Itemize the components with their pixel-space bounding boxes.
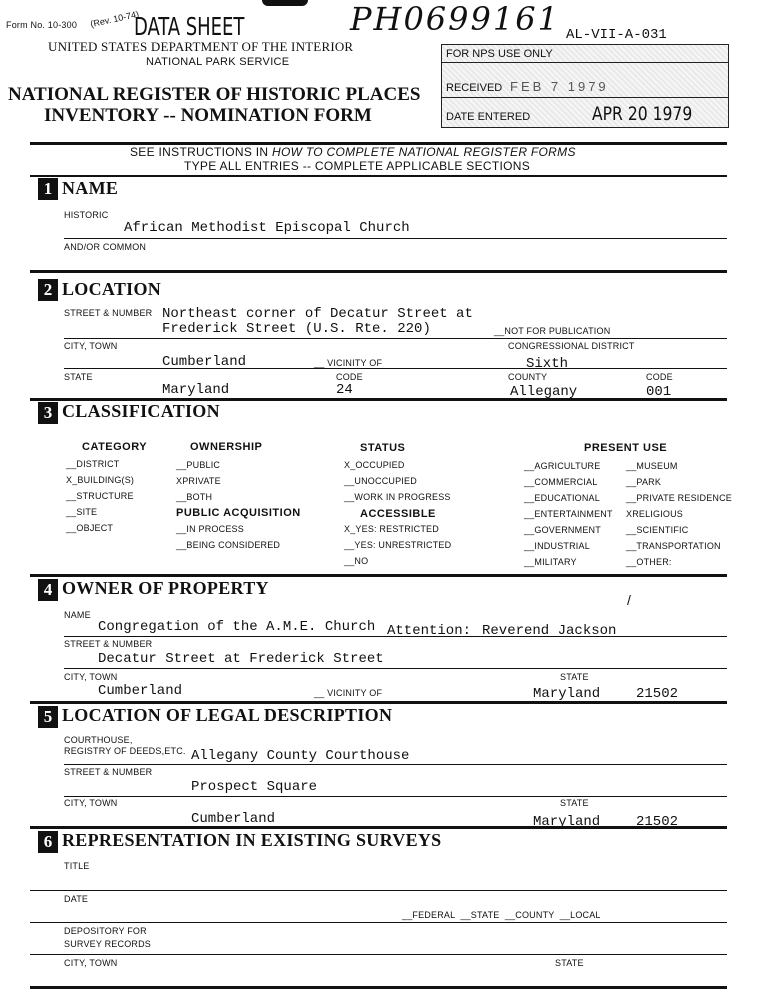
reference-code: AL-VII-A-031	[566, 27, 667, 43]
section-3-title: CLASSIFICATION	[62, 401, 220, 421]
use-entertainment: __ENTERTAINMENT	[524, 509, 613, 519]
form-title-line1: NATIONAL REGISTER OF HISTORIC PLACES	[8, 84, 421, 105]
accessible-header: ACCESSIBLE	[360, 508, 436, 520]
public-acquisition-header: PUBLIC ACQUISITION	[176, 507, 301, 519]
legal-state-label: STATE	[560, 798, 589, 808]
status-work-in-progress: __WORK IN PROGRESS	[344, 492, 451, 502]
street-value-line2: Frederick Street (U.S. Rte. 220)	[162, 321, 431, 337]
owner-city-value: Cumberland	[98, 683, 183, 699]
legal-street-value: Prospect Square	[191, 779, 318, 795]
congressional-label: CONGRESSIONAL DISTRICT	[508, 341, 635, 351]
state-label: STATE	[64, 372, 93, 382]
legal-state-value: Maryland	[533, 814, 601, 830]
owner-state-label: STATE	[560, 672, 589, 682]
courthouse-label-2: REGISTRY OF DEEDS,ETC.	[64, 746, 186, 756]
survey-title-rule	[30, 890, 727, 891]
street-value-line1: Northeast corner of Decatur Street at	[162, 306, 473, 322]
instructions-line2: TYPE ALL ENTRIES -- COMPLETE APPLICABLE SECTIONS	[184, 159, 531, 173]
courthouse-rule	[64, 764, 727, 765]
agency-name: UNITED STATES DEPARTMENT OF THE INTERIOR	[48, 39, 354, 54]
legal-city-value: Cumberland	[191, 811, 276, 827]
date-entered-stamp: APR 20 1979	[592, 103, 693, 125]
section-6-end-rule	[30, 986, 727, 989]
state-value: Maryland	[162, 382, 230, 398]
owner-name-value: Congregation of the A.M.E. Church	[98, 619, 376, 635]
received-label: RECEIVED	[446, 82, 503, 94]
category-buildings: X_BUILDING(S)	[66, 475, 135, 485]
use-agriculture: __AGRICULTURE	[524, 461, 601, 471]
legal-zip-value: 21502	[636, 814, 679, 830]
section-1-title: NAME	[62, 178, 119, 198]
handwritten-id: PH0699161	[350, 0, 560, 38]
use-other: __OTHER:	[626, 557, 672, 567]
section-3-end-rule	[30, 574, 727, 577]
section-4-title: OWNER OF PROPERTY	[62, 578, 269, 598]
county-code-value: 001	[646, 384, 672, 400]
section-2-number: 2	[38, 279, 58, 301]
code2-label: CODE	[646, 372, 673, 382]
status-header: STATUS	[360, 442, 406, 454]
section-5-end-rule	[30, 826, 727, 829]
use-scientific: __SCIENTIFIC	[626, 525, 689, 535]
not-for-publication: __NOT FOR PUBLICATION	[494, 326, 611, 336]
ownership-both: __BOTH	[176, 492, 213, 502]
survey-title-label: TITLE	[64, 861, 90, 871]
accessible-unrestricted: __YES: UNRESTRICTED	[344, 540, 452, 550]
depository-label-2: SURVEY RECORDS	[64, 939, 151, 949]
owner-vicinity-label: __ VICINITY OF	[314, 688, 383, 698]
common-label: AND/OR COMMON	[64, 242, 147, 252]
section-3-number: 3	[38, 402, 58, 424]
owner-state-value: Maryland	[533, 686, 601, 702]
section-2-title: LOCATION	[62, 279, 162, 299]
survey-date-rule	[30, 922, 727, 923]
section-5-title: LOCATION OF LEGAL DESCRIPTION	[62, 705, 393, 725]
vicinity-label: __ VICINITY OF	[314, 358, 383, 368]
nps-use-label: FOR NPS USE ONLY	[446, 48, 553, 60]
section-6-title: REPRESENTATION IN EXISTING SURVEYS	[62, 830, 442, 850]
use-commercial: __COMMERCIAL	[524, 477, 598, 487]
date-entered-label: DATE ENTERED	[446, 111, 531, 123]
city-value: Cumberland	[162, 354, 247, 370]
city-label: CITY, TOWN	[64, 341, 118, 351]
courthouse-label-1: COURTHOUSE,	[64, 735, 133, 745]
ownership-public: __PUBLIC	[176, 460, 221, 470]
data-sheet-stamp: DATA SHEET	[134, 12, 245, 41]
city-rule	[64, 368, 727, 369]
section-1-number: 1	[38, 178, 58, 200]
county-label: COUNTY	[508, 372, 548, 382]
accessible-no: __NO	[344, 556, 369, 566]
acquisition-in-process: __IN PROCESS	[176, 524, 244, 534]
section-4-end-rule	[30, 701, 727, 704]
historic-label: HISTORIC	[64, 210, 109, 220]
top-edge-mark	[262, 0, 308, 6]
use-religious: XRELIGIOUS	[626, 509, 684, 519]
use-industrial: __INDUSTRIAL	[524, 541, 590, 551]
use-museum: __MUSEUM	[626, 461, 678, 471]
depository-label-1: DEPOSITORY FOR	[64, 926, 147, 936]
legal-city-label: CITY, TOWN	[64, 798, 118, 808]
service-name: NATIONAL PARK SERVICE	[146, 56, 290, 68]
acquisition-being-considered: __BEING CONSIDERED	[176, 540, 281, 550]
attention-label: Attention:	[387, 623, 472, 639]
use-private-residence: __PRIVATE RESIDENCE	[626, 493, 732, 503]
category-district: __DISTRICT	[66, 459, 120, 469]
owner-name-rule	[64, 636, 727, 637]
form-revision: (Rev. 10-74)	[89, 8, 140, 30]
instructions-line1	[130, 145, 576, 159]
depository-rule	[30, 954, 727, 955]
section-1-end-rule	[30, 270, 727, 273]
legal-street-rule	[64, 796, 727, 797]
street-rule	[64, 338, 727, 339]
use-park: __PARK	[626, 477, 662, 487]
instructions-rule	[30, 175, 727, 177]
category-header: CATEGORY	[82, 441, 148, 453]
owner-zip-value: 21502	[636, 686, 679, 702]
use-government: __GOVERNMENT	[524, 525, 601, 535]
owner-street-value: Decatur Street at Frederick Street	[98, 651, 384, 667]
owner-street-rule	[64, 668, 727, 669]
section-6-number: 6	[38, 831, 58, 853]
status-unoccupied: __UNOCCUPIED	[344, 476, 417, 486]
accessible-restricted: X_YES: RESTRICTED	[344, 524, 439, 534]
county-value: Allegany	[510, 384, 578, 400]
section-4-number: 4	[38, 579, 58, 601]
status-occupied: X_OCCUPIED	[344, 460, 405, 470]
use-educational: __EDUCATIONAL	[524, 493, 600, 503]
owner-street-label: STREET & NUMBER	[64, 639, 153, 649]
form-title-line2: INVENTORY -- NOMINATION FORM	[44, 105, 372, 126]
survey-state-label: STATE	[555, 958, 584, 968]
code-label: CODE	[336, 372, 363, 382]
courthouse-value: Allegany County Courthouse	[191, 748, 410, 764]
form-number: Form No. 10-300	[6, 20, 78, 30]
category-structure: __STRUCTURE	[66, 491, 134, 501]
survey-city-label: CITY, TOWN	[64, 958, 118, 968]
owner-name-label: NAME	[64, 610, 91, 620]
survey-levels: __FEDERAL __STATE __COUNTY __LOCAL	[402, 910, 601, 920]
instructions-text: SEE INSTRUCTIONS IN	[130, 145, 273, 159]
historic-rule	[64, 238, 727, 239]
section-5-number: 5	[38, 706, 58, 728]
ownership-private: XPRIVATE	[176, 476, 221, 486]
legal-street-label: STREET & NUMBER	[64, 767, 153, 777]
owner-city-label: CITY, TOWN	[64, 672, 118, 682]
received-stamp: FEB 7 1979	[510, 79, 609, 94]
ownership-header: OWNERSHIP	[190, 441, 263, 453]
survey-date-label: DATE	[64, 894, 89, 904]
nps-use-box	[441, 44, 729, 128]
historic-name-value: African Methodist Episcopal Church	[124, 220, 410, 236]
instructions-italic: HOW TO COMPLETE NATIONAL REGISTER FORMS	[272, 145, 576, 159]
category-object: __OBJECT	[66, 523, 114, 533]
congressional-value: Sixth	[526, 356, 569, 372]
use-military: __MILITARY	[524, 557, 577, 567]
category-site: __SITE	[66, 507, 98, 517]
present-use-header: PRESENT USE	[584, 442, 668, 454]
state-code-value: 24	[336, 382, 353, 398]
check-mark: /	[627, 592, 631, 608]
use-transportation: __TRANSPORTATION	[626, 541, 721, 551]
attention-value: Reverend Jackson	[482, 623, 617, 639]
street-label: STREET & NUMBER	[64, 308, 153, 318]
